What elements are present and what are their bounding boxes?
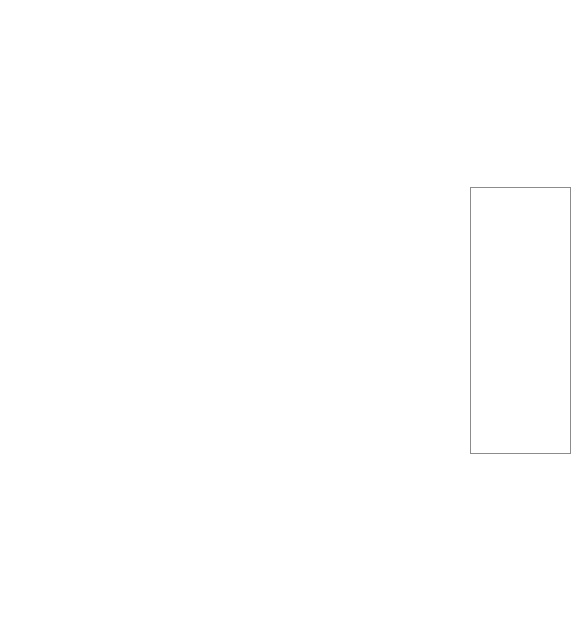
chart-legend [470,187,571,454]
